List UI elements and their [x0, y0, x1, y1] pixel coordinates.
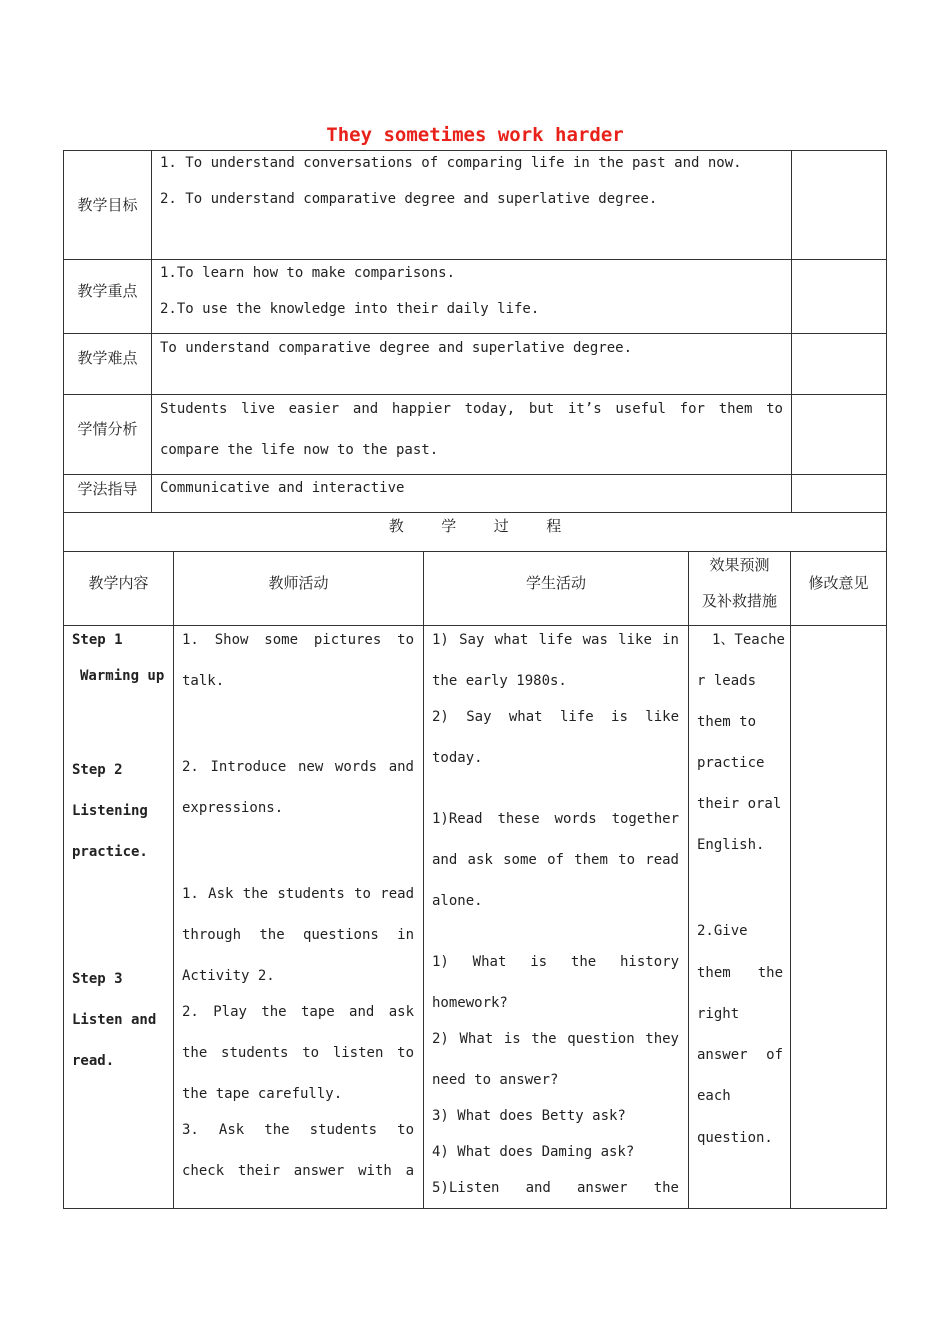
effect-line-9: right: [697, 1006, 740, 1022]
step-2-title: Step 2: [72, 762, 123, 778]
header-teacher: 教师活动: [268, 574, 329, 592]
step-3-subtitle-2: read.: [72, 1053, 115, 1069]
teacher-line-12: check their answer with a: [182, 1163, 414, 1179]
header-content: 教学内容: [88, 574, 149, 592]
step-2-subtitle-1: Listening: [72, 803, 148, 819]
effect-line-3: them to: [697, 714, 757, 730]
header-revision: 修改意见: [808, 574, 869, 592]
effect-line-4: practice: [697, 755, 765, 771]
teacher-line-4: expressions.: [182, 800, 284, 816]
row-label-analysis: 学情分析: [77, 420, 138, 438]
teacher-line-11: 3. Ask the students to: [182, 1122, 414, 1138]
row-label-method: 学法指导: [77, 480, 138, 498]
process-title: 教 学 过 程: [388, 517, 562, 535]
analysis-line-1: Students live easier and happier today, but it’s useful for them to: [160, 401, 783, 417]
teacher-line-10: the tape carefully.: [182, 1086, 343, 1102]
student-line-3: 2) Say what life is like: [432, 709, 679, 725]
header-effect-line-2: 及补救措施: [701, 592, 777, 610]
effect-line-5: their oral: [697, 796, 782, 812]
difficulty-line-1: To understand comparative degree and superlative degree.: [160, 340, 633, 356]
effect-line-11: each: [697, 1088, 731, 1104]
key-point-line-1: 1.To learn how to make comparisons.: [160, 265, 456, 281]
step-1-subtitle: Warming up: [80, 668, 165, 684]
row-label-difficulties: 教学难点: [77, 349, 138, 367]
student-line-2: the early 1980s.: [432, 673, 567, 689]
student-line-14: 5)Listen and answer the: [432, 1180, 679, 1196]
effect-line-6: English.: [697, 837, 765, 853]
effect-line-12: question.: [697, 1130, 773, 1146]
student-line-4: today.: [432, 750, 483, 766]
page-title: They sometimes work harder: [326, 124, 624, 146]
effect-line-7: 2.Give: [697, 923, 748, 939]
step-3-subtitle-1: Listen and: [72, 1012, 157, 1028]
effect-line-10: answer of: [697, 1047, 783, 1063]
objective-line-2: 2. To understand comparative degree and superlative degree.: [160, 191, 658, 207]
student-line-10: 2) What is the question they: [432, 1031, 679, 1047]
student-line-5: 1)Read these words together: [432, 811, 679, 827]
method-line-1: Communicative and interactive: [160, 480, 405, 496]
effect-line-2: r leads: [697, 673, 757, 689]
effect-line-8: them the: [697, 965, 783, 981]
teacher-line-8: 2. Play the tape and ask: [182, 1004, 414, 1020]
student-line-8: 1) What is the history: [432, 954, 679, 970]
student-line-1: 1) Say what life was like in: [432, 632, 679, 648]
analysis-line-2: compare the life now to the past.: [160, 442, 439, 458]
student-line-6: and ask some of them to read: [432, 852, 679, 868]
teacher-line-5: 1. Ask the students to read: [182, 886, 414, 902]
row-label-objectives: 教学目标: [77, 196, 138, 214]
student-line-7: alone.: [432, 893, 483, 909]
effect-line-1: 1、Teache: [711, 632, 785, 648]
header-effect-line-1: 效果预测: [709, 556, 770, 574]
teacher-line-1: 1. Show some pictures to: [182, 632, 414, 648]
teacher-line-9: the students to listen to: [182, 1045, 414, 1061]
teacher-line-7: Activity 2.: [182, 968, 275, 984]
objective-line-1: 1. To understand conversations of comparing life in the past and now.: [160, 155, 742, 171]
row-label-key-points: 教学重点: [77, 282, 138, 300]
step-1-title: Step 1: [72, 632, 123, 648]
teacher-line-2: talk.: [182, 673, 225, 689]
step-2-subtitle-2: practice.: [72, 844, 148, 860]
step-3-title: Step 3: [72, 971, 123, 987]
teacher-line-3: 2. Introduce new words and: [182, 759, 414, 775]
student-line-11: need to answer?: [432, 1072, 559, 1088]
student-line-12: 3) What does Betty ask?: [432, 1108, 626, 1124]
student-line-13: 4) What does Daming ask?: [432, 1144, 635, 1160]
key-point-line-2: 2.To use the knowledge into their daily life.: [160, 301, 540, 317]
student-line-9: homework?: [432, 995, 508, 1011]
teacher-line-6: through the questions in: [182, 927, 414, 943]
header-student: 学生活动: [525, 574, 586, 592]
